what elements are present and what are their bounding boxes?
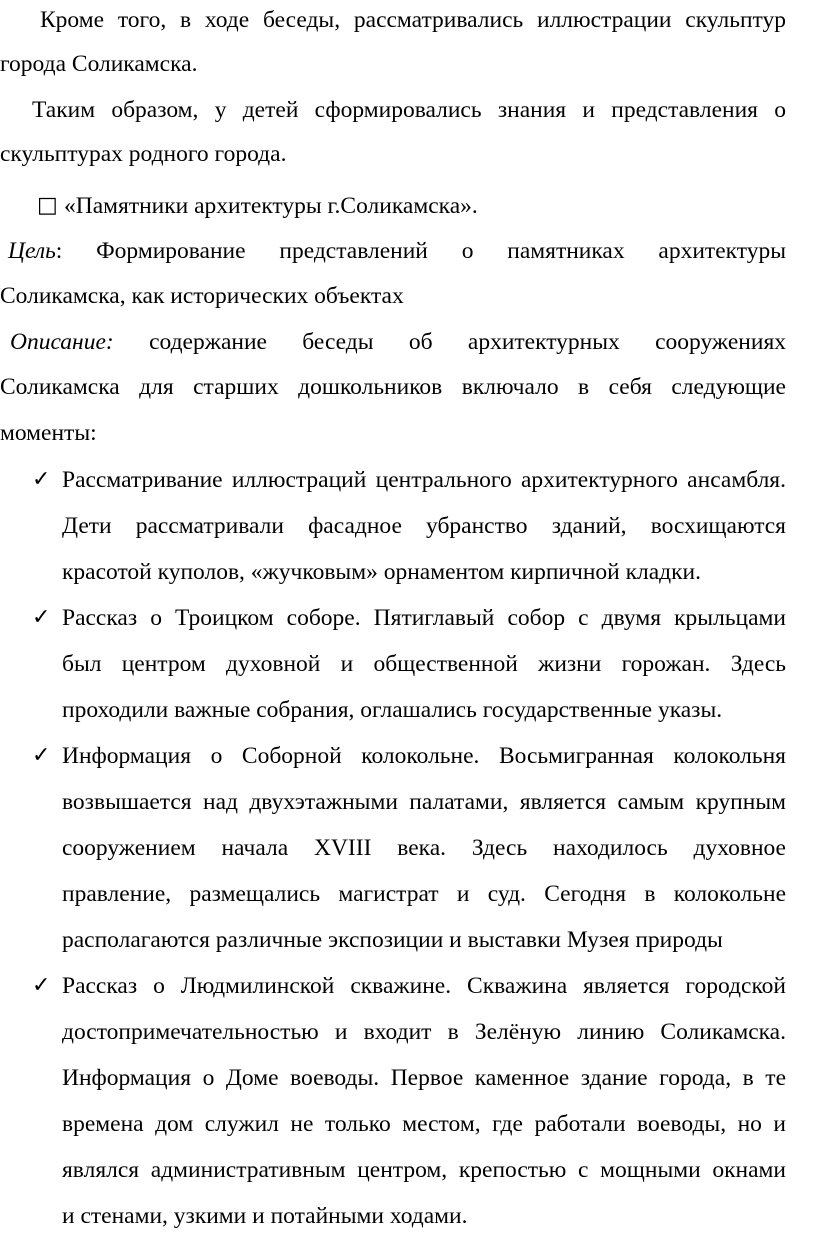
checklist-item-4-line-4: времена дом служил не только местом, где работали воеводы, но и bbox=[62, 1111, 786, 1137]
checklist-item-1-line-3: красотой куполов, «жучковым» орнаментом кирпичной кладки. bbox=[62, 559, 701, 585]
checklist-item-1-line-2: Дети рассматривали фасадное убранство зданий, восхищаются bbox=[62, 513, 786, 539]
description-text: содержание беседы об архитектурных сооружениях bbox=[149, 329, 786, 355]
section-title: «Памятники архитектуры г.Соликамска». bbox=[64, 193, 478, 219]
goal-text: : Формирование представлений о памятниках архитектуры bbox=[55, 238, 786, 264]
checklist-item-4-line-6: и стенами, узкими и потайными ходами. bbox=[62, 1203, 468, 1229]
empty-box-icon: □ bbox=[37, 193, 58, 218]
checklist-item-4-line-5: являлся административным центром, крепостью с мощными окнами bbox=[62, 1157, 786, 1183]
checklist-item-2-line-1: Рассказ о Троицком соборе. Пятиглавый собор с двумя крыльцами bbox=[62, 605, 786, 631]
description-line-1 bbox=[10, 328, 786, 356]
checkmark-icon: ✓ bbox=[32, 973, 51, 998]
goal-line-2: Соликамска, как исторических объектах bbox=[0, 283, 404, 309]
checkmark-icon: ✓ bbox=[32, 743, 51, 768]
paragraph-1-line-1: Кроме того, в ходе беседы, рассматривались иллюстрации скульптур bbox=[40, 7, 786, 33]
checklist-item-2-line-2: был центром духовной и общественной жизни горожан. Здесь bbox=[62, 651, 786, 677]
goal-line-1 bbox=[8, 237, 786, 265]
checklist-item-3-line-1: Информация о Соборной колокольне. Восьмигранная колокольня bbox=[62, 743, 786, 769]
paragraph-1-line-2: города Соликамска. bbox=[0, 51, 198, 77]
description-line-3: моменты: bbox=[0, 420, 97, 446]
goal-label: Цель bbox=[8, 238, 56, 264]
checklist-item-4-line-1: Рассказ о Людмилинской скважине. Скважина является городской bbox=[62, 973, 786, 999]
checkmark-icon: ✓ bbox=[32, 605, 51, 630]
checklist-item-3-line-5: располагаются различные экспозиции и выставки Музея природы bbox=[62, 927, 723, 953]
description-label: Описание: bbox=[10, 329, 114, 355]
description-line-2: Соликамска для старших дошкольников включало в себя следующие bbox=[0, 374, 786, 400]
checklist-item-3-line-4: правление, размещались магистрат и суд. Сегодня в колокольне bbox=[62, 881, 786, 907]
paragraph-2-line-1: Таким образом, у детей сформировались знания и представления о bbox=[32, 97, 786, 123]
checklist-item-4-line-2: достопримечательностью и входит в Зелёную линию Соликамска. bbox=[62, 1019, 786, 1045]
checklist-item-2-line-3: проходили важные собрания, оглашались государственные указы. bbox=[62, 697, 723, 723]
checkmark-icon: ✓ bbox=[32, 467, 51, 492]
paragraph-2-line-2: скульптурах родного города. bbox=[0, 141, 287, 167]
checklist-item-4-line-3: Информация о Доме воеводы. Первое каменное здание города, в те bbox=[62, 1065, 786, 1091]
checklist-item-3-line-2: возвышается над двухэтажными палатами, является самым крупным bbox=[62, 789, 786, 815]
checklist-item-3-line-3: сооружением начала XVIII века. Здесь находилось духовное bbox=[62, 835, 786, 861]
checklist-item-1-line-1: Рассматривание иллюстраций центрального архитектурного ансамбля. bbox=[62, 467, 786, 493]
